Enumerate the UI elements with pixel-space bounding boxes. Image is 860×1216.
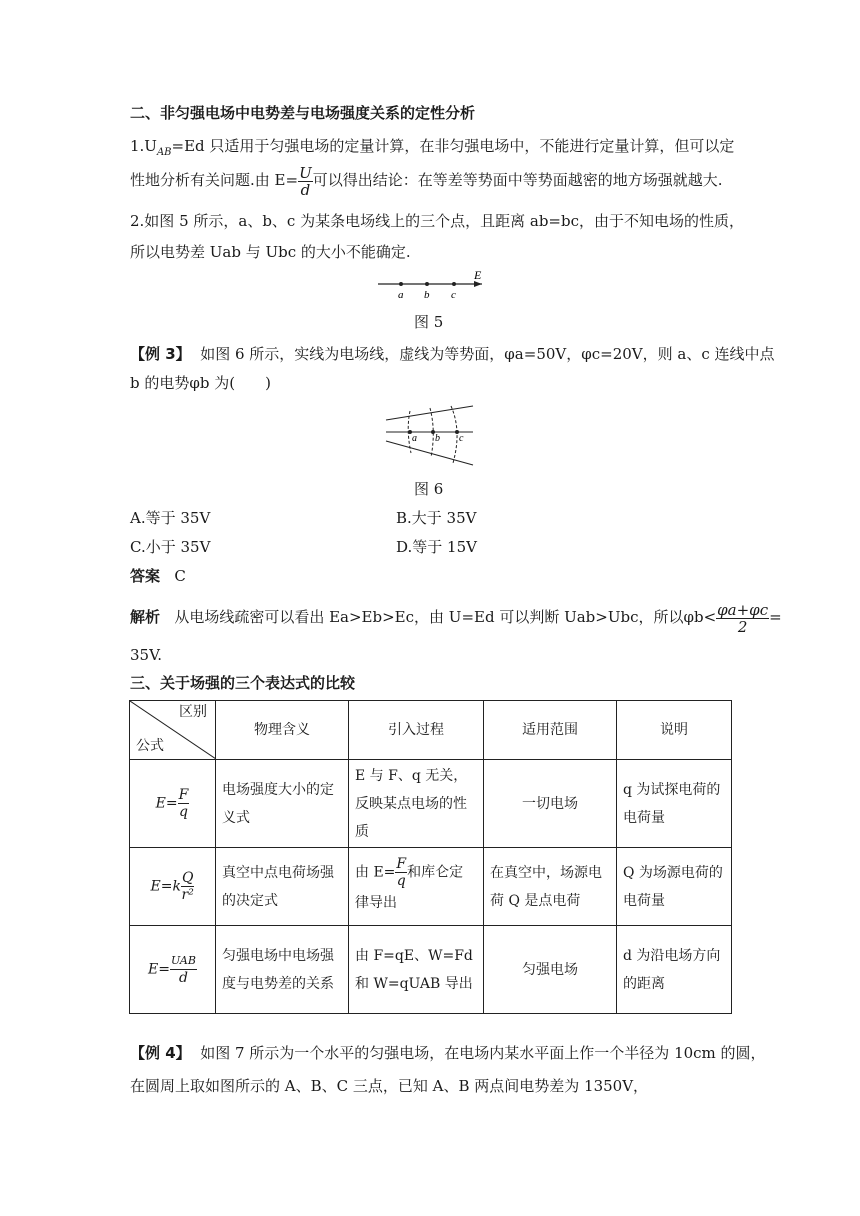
diag-bottom-label: 公式	[136, 738, 164, 754]
example3-answer	[130, 566, 186, 586]
scope-cell: 匀强电场	[484, 926, 617, 1014]
label-a: a	[398, 289, 404, 301]
table-header: 物理含义	[216, 701, 349, 760]
example4-question-line2: 在圆周上取如图所示的 A、B、C 三点，已知 A、B 两点间电势差为 1350V，	[130, 1077, 649, 1095]
process-cell: 由 E= $\frac{F}{q}$ 和库仑定律导出	[349, 848, 484, 926]
diag-top-label: 区别	[179, 704, 207, 720]
option-a: A.等于 35V	[130, 509, 211, 527]
note-cell: d 为沿电场方向的距离	[617, 926, 732, 1014]
section2-paragraph1-line2: 性地分析有关问题.由 E= $\frac{U}{d}$ 可以得出结论：在等差等势面中等势面越密的地方场强就越大.	[130, 163, 723, 199]
formula-cell: E=k $\frac{Q}{\text{r²}}$	[130, 848, 216, 926]
table-row	[130, 760, 732, 848]
option-b: B.大于 35V	[396, 509, 477, 527]
section3-heading: 三、关于场强的三个表达式的比较	[130, 674, 356, 692]
meaning-cell: 匀强电场中电场强度与电势差的关系	[216, 926, 349, 1014]
table-header: 说明	[617, 701, 732, 760]
figure-5-diagram	[370, 268, 490, 304]
point-c	[452, 282, 456, 286]
process-cell: E 与 F、q 无关，反映某点电场的性质	[349, 760, 484, 848]
process-cell: 由 F=qE、W=Fd 和 W=qUAB 导出	[349, 926, 484, 1014]
fraction-phi-sum: $\frac{\varphi a+\varphi c}{2}$	[717, 600, 769, 636]
fraction-u-over-d: $\frac{U}{d}$	[299, 163, 312, 199]
example3-question-line1: 【例 3】 如图 6 所示，实线为电场线，虚线为等势面，φa=50V，φc=20V，则 a、c 连线中点	[130, 345, 775, 363]
point-b	[425, 282, 429, 286]
figure-6-diagram	[380, 403, 480, 473]
example3-analysis-line1: 解析 从电场线疏密可以看出 Ea>Eb>Ec，由 U=Ed 可以判断 Uab>Ubc，所以φb< $\frac{\varphi a+\varphi c}{2}$ =	[130, 600, 782, 636]
option-c: C.小于 35V	[130, 538, 211, 556]
example3-question-line2: b 的电势φb 为( )	[130, 374, 271, 392]
formula-cell: E= $\frac{F}{q}$	[130, 760, 216, 848]
figure-5-caption: 图 5	[414, 313, 444, 331]
point-a	[399, 282, 403, 286]
label-e: E	[474, 268, 482, 282]
table-header: 引入过程	[349, 701, 484, 760]
note-cell: Q 为场源电荷的电荷量	[617, 848, 732, 926]
table-row	[130, 926, 732, 1014]
scope-cell: 一切电场	[484, 760, 617, 848]
label-c: c	[459, 433, 464, 444]
table-row	[130, 848, 732, 926]
equipotential-c	[451, 406, 457, 463]
section2-paragraph1-line1: $1.U_{AB}=Ed$ 只适用于匀强电场的定量计算，在非匀强电场中，不能进行定量计算，但可以定	[130, 137, 735, 158]
formula-cell: E= $\frac{\text{UAB}}{d}$	[130, 926, 216, 1014]
example3-analysis-line2: 35V.	[130, 646, 163, 664]
example3-tag: 【例 3】	[130, 345, 191, 363]
field-strength-comparison-table	[129, 700, 732, 1014]
meaning-cell: 真空中点电荷场强的决定式	[216, 848, 349, 926]
label-c: c	[451, 289, 456, 301]
scope-cell: 在真空中，场源电荷 Q 是点电荷	[484, 848, 617, 926]
example4-tag: 【例 4】	[130, 1044, 191, 1062]
table-header: 适用范围	[484, 701, 617, 760]
example4-question-line1: 【例 4】 如图 7 所示为一个水平的匀强电场，在电场内某水平面上作一个半径为 10cm 的圆，	[130, 1044, 766, 1062]
diagonal-header-cell	[130, 701, 216, 760]
section2-heading: 二、非匀强电场中电势差与电场强度关系的定性分析	[130, 104, 476, 122]
answer-label: 答案	[130, 567, 161, 585]
field-line-lower	[386, 441, 473, 465]
label-b: b	[435, 433, 440, 444]
analysis-label: 解析	[130, 608, 161, 626]
figure-6-caption: 图 6	[414, 480, 444, 498]
note-cell: q 为试探电荷的电荷量	[617, 760, 732, 848]
section2-paragraph2-line1: 2.如图 5 所示，a、b、c 为某条电场线上的三个点，且距离 ab=bc，由于不知电场的性质，	[130, 212, 744, 230]
answer-value: C	[174, 567, 186, 585]
meaning-cell: 电场强度大小的定义式	[216, 760, 349, 848]
section2-paragraph2-line2: 所以电势差 Uab 与 Ubc 的大小不能确定.	[130, 243, 411, 261]
field-line-upper	[386, 406, 473, 420]
label-b: b	[424, 289, 430, 301]
option-d: D.等于 15V	[396, 538, 477, 556]
table-header-row	[130, 701, 732, 760]
label-a: a	[412, 433, 417, 444]
